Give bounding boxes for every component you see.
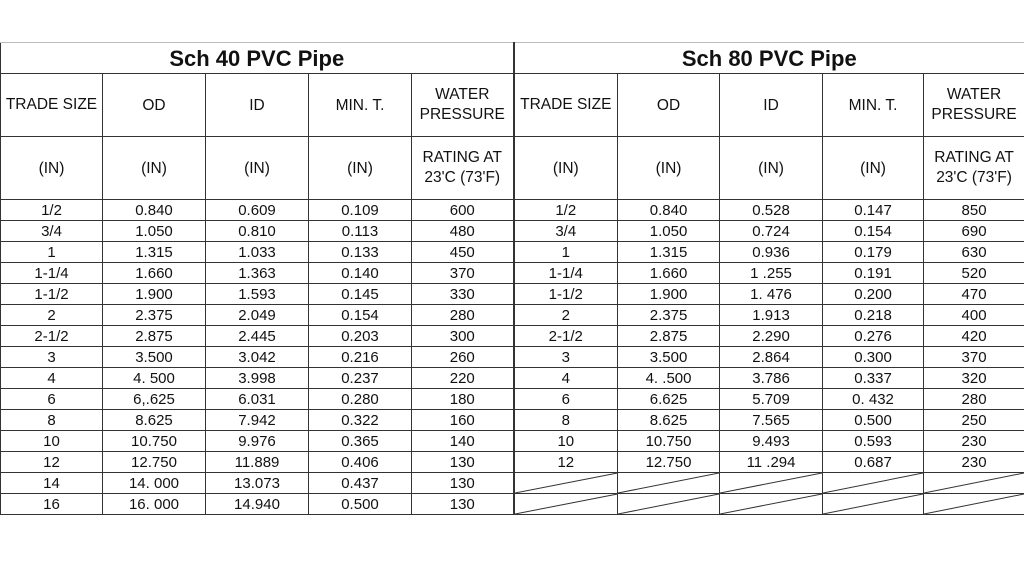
sch40-cell-trade-size: 4 — [1, 368, 103, 389]
table-row — [1, 284, 1024, 305]
sch80-cell-od: 2.875 — [618, 326, 720, 347]
sch40-cell-trade-size: 1 — [1, 242, 103, 263]
sch40-cell-od: 1.660 — [103, 263, 206, 284]
sch80-header-trade-size: TRADE SIZE — [514, 74, 618, 137]
sch80-unit-od: (IN) — [618, 137, 720, 200]
sch40-cell-min-t: 0.237 — [309, 368, 412, 389]
sch40-cell-min-t: 0.140 — [309, 263, 412, 284]
sch80-cell-id: 1. 476 — [720, 284, 823, 305]
sch40-cell-od: 4. 500 — [103, 368, 206, 389]
sch80-empty-cell — [924, 494, 1024, 515]
sch80-cell-trade-size: 3 — [514, 347, 618, 368]
sch80-cell-pressure: 370 — [924, 347, 1024, 368]
sch80-cell-trade-size: 3/4 — [514, 221, 618, 242]
sch80-cell-min-t: 0.218 — [823, 305, 924, 326]
title-row — [1, 43, 1024, 74]
sch80-cell-min-t: 0.147 — [823, 200, 924, 221]
sch40-cell-od: 2.375 — [103, 305, 206, 326]
sch80-cell-trade-size: 2 — [514, 305, 618, 326]
units-row — [1, 137, 1024, 200]
strike-line — [618, 494, 719, 514]
sch80-cell-id: 11 .294 — [720, 452, 823, 473]
sch40-cell-min-t: 0.437 — [309, 473, 412, 494]
sch40-cell-min-t: 0.203 — [309, 326, 412, 347]
table-row — [1, 410, 1024, 431]
sch40-header-od: OD — [103, 74, 206, 137]
sch80-cell-od: 1.900 — [618, 284, 720, 305]
strike-line — [720, 494, 822, 514]
sch40-cell-min-t: 0.500 — [309, 494, 412, 515]
sch80-cell-od: 0.840 — [618, 200, 720, 221]
sch80-cell-trade-size: 10 — [514, 431, 618, 452]
sch80-cell-od: 1.660 — [618, 263, 720, 284]
sch40-cell-min-t: 0.406 — [309, 452, 412, 473]
sch40-cell-min-t: 0.322 — [309, 410, 412, 431]
sch80-cell-pressure: 400 — [924, 305, 1024, 326]
sch40-cell-od: 1.900 — [103, 284, 206, 305]
sch80-empty-cell — [618, 494, 720, 515]
pvc-pipe-table — [0, 42, 1024, 515]
sch80-cell-min-t: 0.687 — [823, 452, 924, 473]
sch80-unit-min-t: (IN) — [823, 137, 924, 200]
table-row — [1, 305, 1024, 326]
sch40-cell-min-t: 0.109 — [309, 200, 412, 221]
sch40-unit-id: (IN) — [206, 137, 309, 200]
sch40-cell-od: 0.840 — [103, 200, 206, 221]
sch80-cell-trade-size: 4 — [514, 368, 618, 389]
sch40-cell-trade-size: 12 — [1, 452, 103, 473]
sch80-cell-id: 7.565 — [720, 410, 823, 431]
table-row — [1, 347, 1024, 368]
sch80-cell-id: 5.709 — [720, 389, 823, 410]
sch80-cell-trade-size: 6 — [514, 389, 618, 410]
sch40-cell-trade-size: 8 — [1, 410, 103, 431]
sch40-cell-id: 13.073 — [206, 473, 309, 494]
sch40-cell-od: 14. 000 — [103, 473, 206, 494]
sch40-cell-id: 2.049 — [206, 305, 309, 326]
sch40-header-water-pressure: WATER PRESSURE — [412, 74, 514, 137]
sch40-cell-trade-size: 10 — [1, 431, 103, 452]
sch40-cell-pressure: 220 — [412, 368, 514, 389]
sch80-cell-pressure: 420 — [924, 326, 1024, 347]
sch80-cell-od: 1.050 — [618, 221, 720, 242]
sch80-empty-cell — [823, 473, 924, 494]
sch80-cell-trade-size: 1-1/2 — [514, 284, 618, 305]
sch80-cell-pressure: 850 — [924, 200, 1024, 221]
sch80-cell-id: 2.864 — [720, 347, 823, 368]
table-row — [1, 473, 1024, 494]
sch40-cell-id: 7.942 — [206, 410, 309, 431]
sch80-header-id: ID — [720, 74, 823, 137]
table-row — [1, 431, 1024, 452]
strike-line — [515, 473, 618, 493]
sch80-cell-od: 2.375 — [618, 305, 720, 326]
table-row — [1, 389, 1024, 410]
strike-line — [515, 494, 618, 514]
sch40-cell-pressure: 600 — [412, 200, 514, 221]
sch80-cell-od: 3.500 — [618, 347, 720, 368]
sch80-cell-min-t: 0.593 — [823, 431, 924, 452]
sch40-cell-trade-size: 1/2 — [1, 200, 103, 221]
sch80-cell-id: 1.913 — [720, 305, 823, 326]
header-row — [1, 74, 1024, 137]
sch80-cell-pressure: 280 — [924, 389, 1024, 410]
sch40-unit-trade-size: (IN) — [1, 137, 103, 200]
sch40-header-min-t: MIN. T. — [309, 74, 412, 137]
sch80-cell-pressure: 230 — [924, 431, 1024, 452]
sch40-cell-trade-size: 1-1/4 — [1, 263, 103, 284]
sch80-cell-min-t: 0.337 — [823, 368, 924, 389]
sch40-unit-rating: RATING AT 23'C (73'F) — [412, 137, 514, 200]
sch40-cell-min-t: 0.280 — [309, 389, 412, 410]
sch40-cell-min-t: 0.113 — [309, 221, 412, 242]
sch40-cell-od: 1.315 — [103, 242, 206, 263]
sch40-unit-min-t: (IN) — [309, 137, 412, 200]
sch80-cell-pressure: 520 — [924, 263, 1024, 284]
table-row — [1, 326, 1024, 347]
sch80-cell-min-t: 0.200 — [823, 284, 924, 305]
sch80-cell-trade-size: 1-1/4 — [514, 263, 618, 284]
table-row — [1, 494, 1024, 515]
sch40-cell-trade-size: 14 — [1, 473, 103, 494]
sch80-cell-pressure: 320 — [924, 368, 1024, 389]
sch80-header-od: OD — [618, 74, 720, 137]
sch80-cell-min-t: 0.191 — [823, 263, 924, 284]
table-row — [1, 368, 1024, 389]
sch80-cell-trade-size: 2-1/2 — [514, 326, 618, 347]
sch40-unit-od: (IN) — [103, 137, 206, 200]
sch40-cell-pressure: 180 — [412, 389, 514, 410]
sch40-cell-id: 3.042 — [206, 347, 309, 368]
sch80-cell-min-t: 0.300 — [823, 347, 924, 368]
sch40-cell-od: 1.050 — [103, 221, 206, 242]
sch80-unit-rating: RATING AT 23'C (73'F) — [924, 137, 1024, 200]
sch40-cell-min-t: 0.154 — [309, 305, 412, 326]
sch80-cell-trade-size: 1/2 — [514, 200, 618, 221]
sch80-empty-cell — [823, 494, 924, 515]
sch40-cell-pressure: 130 — [412, 452, 514, 473]
sch80-empty-cell — [924, 473, 1024, 494]
sch80-cell-pressure: 690 — [924, 221, 1024, 242]
table-row — [1, 200, 1024, 221]
sch40-cell-pressure: 370 — [412, 263, 514, 284]
table-row — [1, 452, 1024, 473]
sch80-cell-id: 3.786 — [720, 368, 823, 389]
sch80-cell-trade-size: 8 — [514, 410, 618, 431]
pipe-schedule-sheet — [0, 42, 1024, 518]
sch40-cell-trade-size: 6 — [1, 389, 103, 410]
sch40-cell-pressure: 130 — [412, 473, 514, 494]
sch80-header-min-t: MIN. T. — [823, 74, 924, 137]
sch40-cell-min-t: 0.145 — [309, 284, 412, 305]
sch40-cell-pressure: 130 — [412, 494, 514, 515]
strike-line — [924, 473, 1024, 493]
sch40-cell-id: 9.976 — [206, 431, 309, 452]
sch40-cell-od: 12.750 — [103, 452, 206, 473]
strike-line — [823, 494, 923, 514]
sch40-cell-trade-size: 1-1/2 — [1, 284, 103, 305]
sch40-cell-trade-size: 2-1/2 — [1, 326, 103, 347]
sch80-cell-trade-size: 1 — [514, 242, 618, 263]
sch80-empty-cell — [720, 473, 823, 494]
sch80-cell-od: 1.315 — [618, 242, 720, 263]
sch40-cell-id: 0.810 — [206, 221, 309, 242]
sch40-cell-min-t: 0.216 — [309, 347, 412, 368]
table-row — [1, 221, 1024, 242]
sch40-cell-pressure: 280 — [412, 305, 514, 326]
sch40-cell-pressure: 260 — [412, 347, 514, 368]
sch40-cell-id: 6.031 — [206, 389, 309, 410]
sch40-title: Sch 40 PVC Pipe — [1, 43, 514, 74]
sch80-unit-trade-size: (IN) — [514, 137, 618, 200]
sch40-cell-od: 16. 000 — [103, 494, 206, 515]
sch80-empty-cell — [720, 494, 823, 515]
sch80-cell-id: 0.528 — [720, 200, 823, 221]
sch80-cell-id: 9.493 — [720, 431, 823, 452]
sch40-cell-trade-size: 3/4 — [1, 221, 103, 242]
sch80-cell-min-t: 0.500 — [823, 410, 924, 431]
sch80-cell-min-t: 0.276 — [823, 326, 924, 347]
sch80-cell-pressure: 470 — [924, 284, 1024, 305]
sch80-unit-id: (IN) — [720, 137, 823, 200]
sch80-cell-od: 10.750 — [618, 431, 720, 452]
sch80-cell-id: 0.936 — [720, 242, 823, 263]
sch80-cell-pressure: 230 — [924, 452, 1024, 473]
sch40-cell-id: 14.940 — [206, 494, 309, 515]
sch80-title: Sch 80 PVC Pipe — [514, 43, 1024, 74]
sch80-cell-min-t: 0. 432 — [823, 389, 924, 410]
sch40-cell-trade-size: 16 — [1, 494, 103, 515]
sch40-cell-od: 3.500 — [103, 347, 206, 368]
sch80-cell-od: 4. .500 — [618, 368, 720, 389]
strike-line — [618, 473, 719, 493]
sch40-cell-id: 11.889 — [206, 452, 309, 473]
sch40-cell-id: 0.609 — [206, 200, 309, 221]
sch80-cell-min-t: 0.179 — [823, 242, 924, 263]
sch80-header-water-pressure: WATER PRESSURE — [924, 74, 1024, 137]
sch40-cell-od: 8.625 — [103, 410, 206, 431]
sch80-cell-id: 1 .255 — [720, 263, 823, 284]
sch80-cell-min-t: 0.154 — [823, 221, 924, 242]
sch40-cell-pressure: 450 — [412, 242, 514, 263]
sch40-cell-pressure: 160 — [412, 410, 514, 431]
sch80-empty-cell — [618, 473, 720, 494]
sch40-cell-id: 1.033 — [206, 242, 309, 263]
strike-line — [924, 494, 1024, 514]
strike-line — [720, 473, 822, 493]
sch40-cell-min-t: 0.133 — [309, 242, 412, 263]
sch40-header-id: ID — [206, 74, 309, 137]
sch40-cell-id: 1.363 — [206, 263, 309, 284]
sch80-cell-trade-size: 12 — [514, 452, 618, 473]
sch80-cell-pressure: 630 — [924, 242, 1024, 263]
sch40-cell-id: 1.593 — [206, 284, 309, 305]
sch80-cell-pressure: 250 — [924, 410, 1024, 431]
sch80-empty-cell — [514, 494, 618, 515]
table-row — [1, 242, 1024, 263]
sch80-cell-id: 2.290 — [720, 326, 823, 347]
sch40-cell-od: 6,.625 — [103, 389, 206, 410]
sch80-cell-od: 12.750 — [618, 452, 720, 473]
sch40-cell-pressure: 140 — [412, 431, 514, 452]
sch40-cell-pressure: 300 — [412, 326, 514, 347]
sch80-cell-id: 0.724 — [720, 221, 823, 242]
sch40-cell-trade-size: 3 — [1, 347, 103, 368]
strike-line — [823, 473, 923, 493]
sch40-cell-id: 2.445 — [206, 326, 309, 347]
sch40-header-trade-size: TRADE SIZE — [1, 74, 103, 137]
table-row — [1, 263, 1024, 284]
sch40-cell-pressure: 480 — [412, 221, 514, 242]
sch40-cell-id: 3.998 — [206, 368, 309, 389]
sch40-cell-od: 10.750 — [103, 431, 206, 452]
sch40-cell-od: 2.875 — [103, 326, 206, 347]
sch40-cell-pressure: 330 — [412, 284, 514, 305]
sch80-cell-od: 8.625 — [618, 410, 720, 431]
sch80-cell-od: 6.625 — [618, 389, 720, 410]
sch40-cell-min-t: 0.365 — [309, 431, 412, 452]
sch80-empty-cell — [514, 473, 618, 494]
sch40-cell-trade-size: 2 — [1, 305, 103, 326]
